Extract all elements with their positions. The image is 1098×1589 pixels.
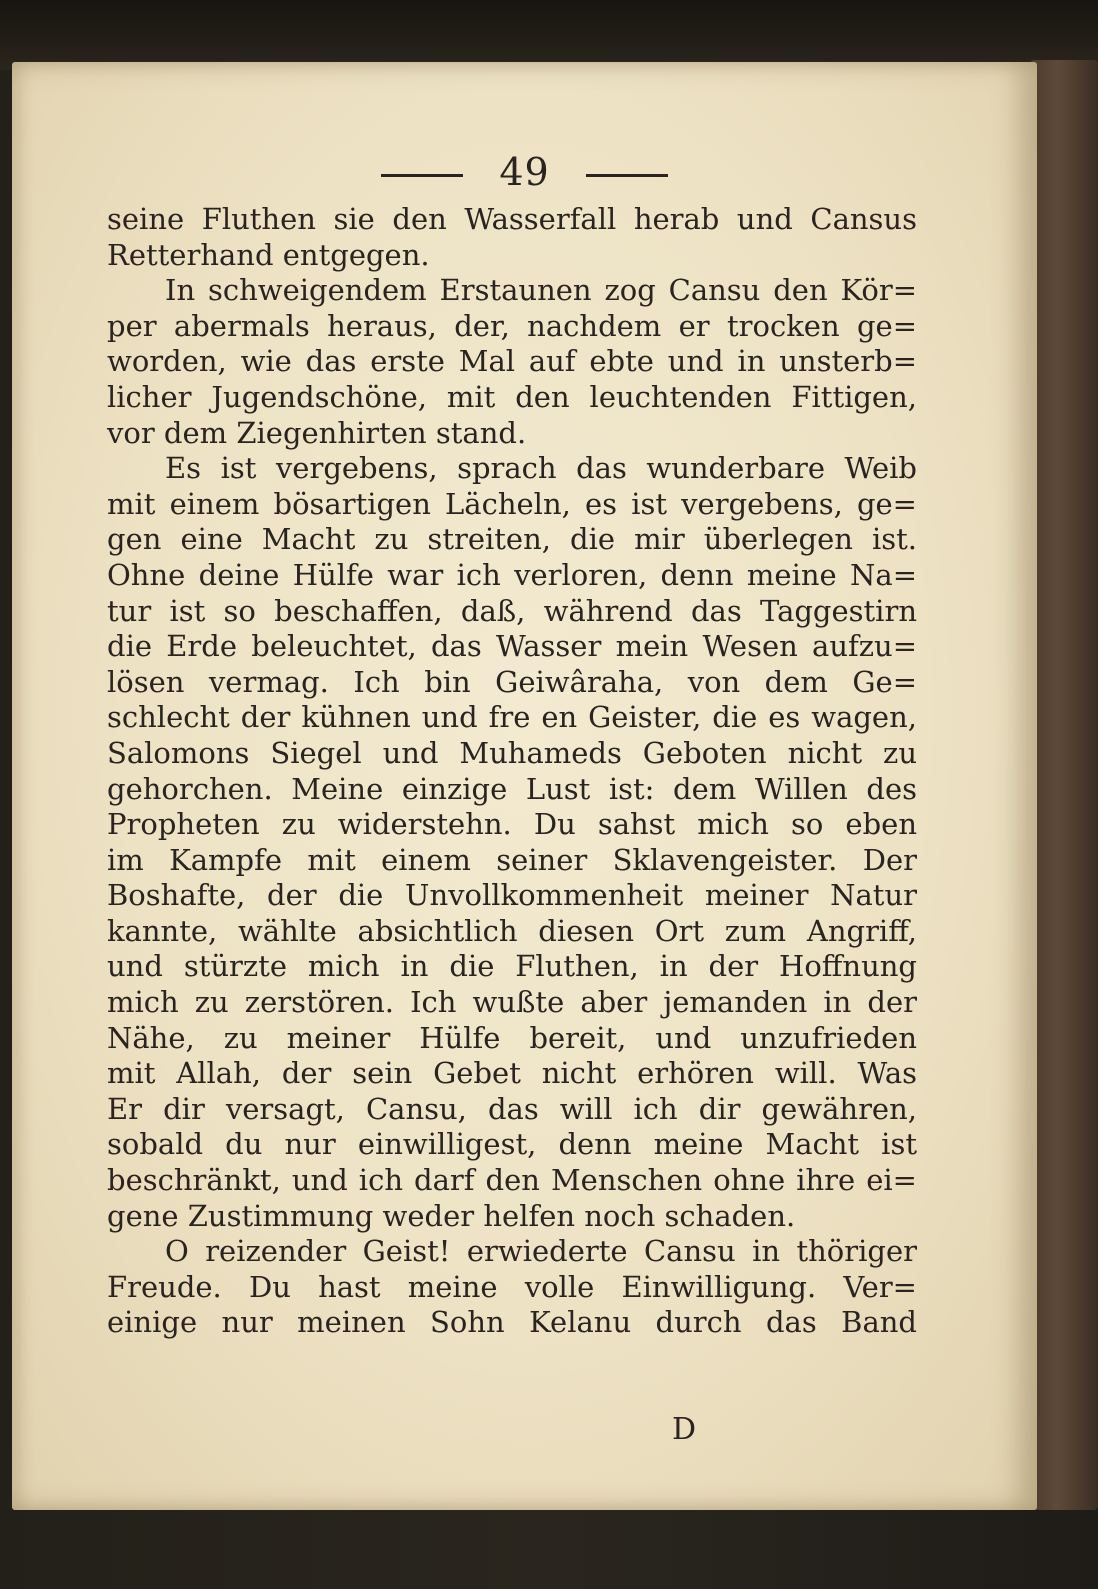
- text-line: seine Fluthen sie den Wasserfall herab und Cansus: [107, 202, 917, 236]
- text-line: per abermals heraus, der, nachdem er trocken ge=: [107, 308, 917, 343]
- header-rule-right: [586, 174, 668, 177]
- text-line: vor dem Ziegenhirten stand.: [107, 415, 527, 450]
- text-line: Nähe, zu meiner Hülfe bereit, und unzufrieden: [107, 1020, 917, 1055]
- book-cover-edge: [1030, 60, 1098, 1510]
- text-line: gen eine Macht zu streiten, die mir überlegen ist.: [107, 522, 917, 557]
- text-line: Es ist vergebens, sprach das wunderbare Weib: [165, 451, 917, 486]
- text-line: gehorchen. Meine einzige Lust ist: dem Willen des: [107, 771, 917, 806]
- text-line: Freude. Du hast meine volle Einwilligung. Ver=: [107, 1269, 917, 1304]
- text-line: kannte, wählte absichtlich diesen Ort zum Angriff,: [107, 913, 917, 948]
- text-line: sobald du nur einwilligest, denn meine Macht ist: [107, 1127, 917, 1162]
- text-line: Boshafte, der die Unvollkommenheit meiner Natur: [107, 878, 917, 913]
- text-line: Propheten zu widerstehn. Du sahst mich so eben: [107, 807, 917, 842]
- text-line: Er dir versagt, Cansu, das will ich dir gewähren,: [107, 1091, 917, 1126]
- text-line: mich zu zerstören. Ich wußte aber jemanden in der: [107, 985, 917, 1020]
- header-rule-left: [381, 174, 463, 177]
- text-line: lösen vermag. Ich bin Geiwâraha, von dem Ge=: [107, 664, 917, 699]
- book-cover-top: [0, 0, 1098, 70]
- text-line: Ohne deine Hülfe war ich verloren, denn meine Na=: [107, 557, 917, 592]
- text-line: Retterhand entgegen.: [107, 237, 430, 272]
- text-line: worden, wie das erste Mal auf ebte und in unsterb=: [107, 344, 917, 379]
- signature-mark: D: [672, 1412, 697, 1447]
- text-line: einige nur meinen Sohn Kelanu durch das Band: [107, 1305, 917, 1340]
- text-line: im Kampfe mit einem seiner Sklavengeister. Der: [107, 842, 917, 877]
- text-line: In schweigendem Erstaunen zog Cansu den Kör=: [165, 273, 917, 308]
- page-header: [12, 142, 1037, 202]
- text-line: mit Allah, der sein Gebet nicht erhören will. Was: [107, 1056, 917, 1091]
- text-line: mit einem bösartigen Lächeln, es ist vergebens, ge=: [107, 486, 917, 521]
- book-page: [12, 62, 1037, 1510]
- text-line: tur ist so beschaffen, daß, während das Taggestirn: [107, 593, 917, 628]
- text-line: schlecht der kühnen und fre en Geister, die es wagen,: [107, 700, 917, 735]
- text-line: die Erde beleuchtet, das Wasser mein Wesen aufzu=: [107, 629, 917, 664]
- text-line: Salomons Siegel und Muhameds Geboten nicht zu: [107, 735, 917, 770]
- text-line: gene Zustimmung weder helfen noch schaden.: [107, 1198, 796, 1233]
- text-line: O reizender Geist! erwiederte Cansu in thöriger: [165, 1234, 917, 1269]
- text-line: und stürzte mich in die Fluthen, in der Hoffnung: [107, 949, 917, 984]
- text-line: licher Jugendschöne, mit den leuchtenden Fittigen,: [107, 379, 917, 414]
- text-line: beschränkt, und ich darf den Menschen ohne ihre ei=: [107, 1163, 917, 1198]
- body-text: [107, 202, 917, 1341]
- page-number: 49: [499, 150, 550, 194]
